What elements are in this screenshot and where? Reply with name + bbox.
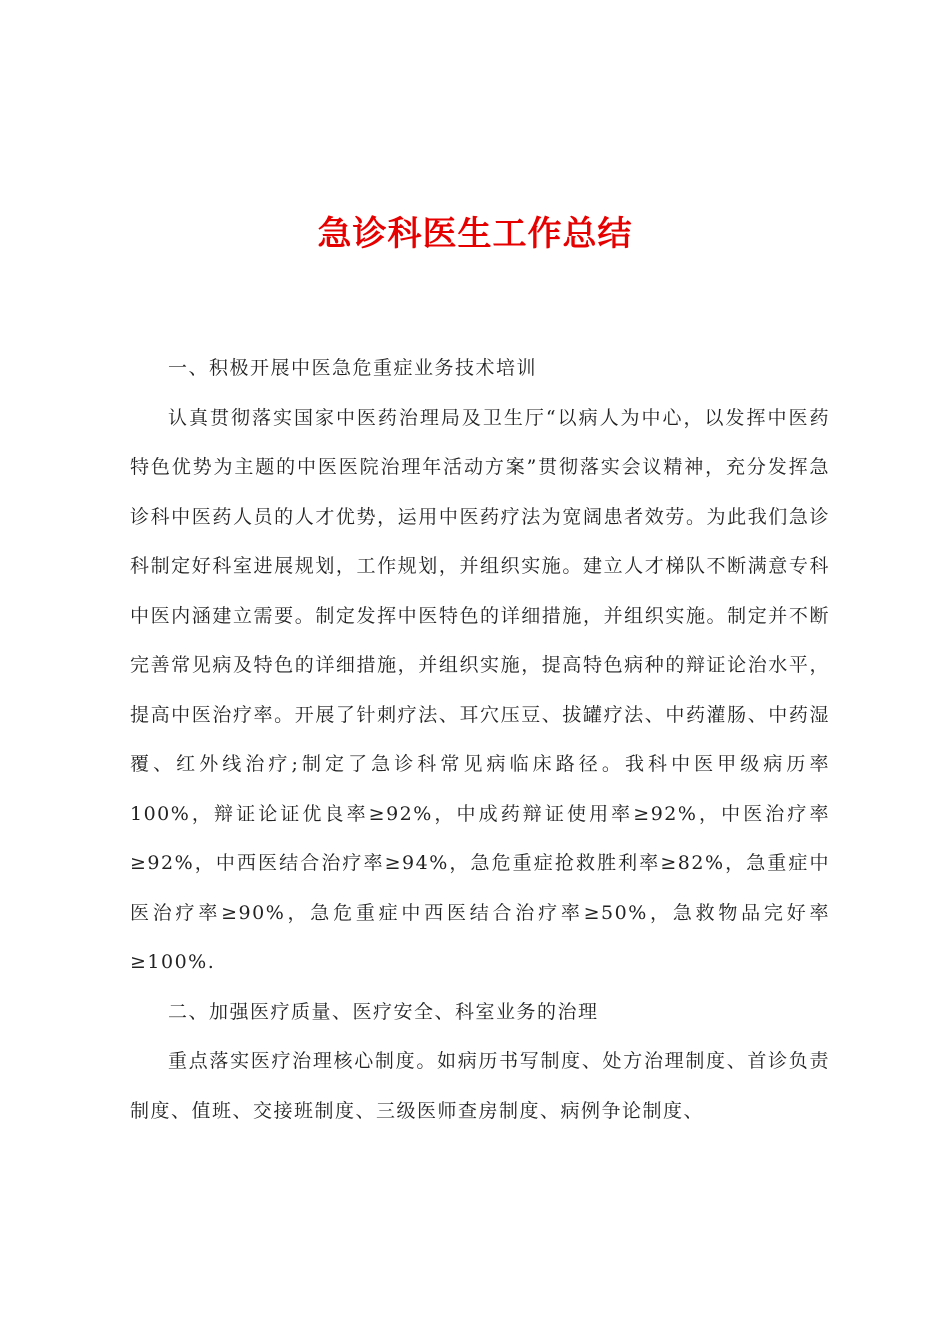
body-paragraph-2: 重点落实医疗治理核心制度。如病历书写制度、处方治理制度、首诊负责制度、值班、交接班制度、三级医师查房制度、病例争论制度、: [130, 1050, 830, 1122]
section-heading-1: 一、积极开展中医急危重症业务技术培训: [168, 357, 538, 379]
document-body: [130, 344, 830, 1136]
document-title: 急诊科医生工作总结: [317, 214, 633, 254]
body-paragraph-1: 认真贯彻落实国家中医药治理局及卫生厅“以病人为中心，以发挥中医药特色优势为主题的中医医院治理年活动方案”贯彻落实会议精神，充分发挥急诊科中医药人员的人才优势，运用中医药疗法为宽阔患者效劳。为此我们急诊科制定好科室进展规划，工作规划，并组织实施。建立人才梯队不断满意专科中医内涵建立需要。制定发挥中医特色的详细措施，并组织实施。制定并不断完善常见病及特色的详细措施，并组织实施，提高特色病种的辩证论治水平，提高中医治疗率。开展了针刺疗法、耳穴压豆、拔罐疗法、中药灌肠、中药湿覆、红外线治疗;制定了急诊科常见病临床路径。我科中医甲级病历率100%，辩证论证优良率≥92%，中成药辩证使用率≥92%，中医治疗率≥92%，中西医结合治疗率≥94%，急危重症抢救胜利率≥82%，急重症中医治疗率≥90%，急危重症中西医结合治疗率≥50%，急救物品完好率≥100%.: [130, 406, 830, 973]
section-heading-2: 二、加强医疗质量、医疗安全、科室业务的治理: [168, 1000, 599, 1023]
